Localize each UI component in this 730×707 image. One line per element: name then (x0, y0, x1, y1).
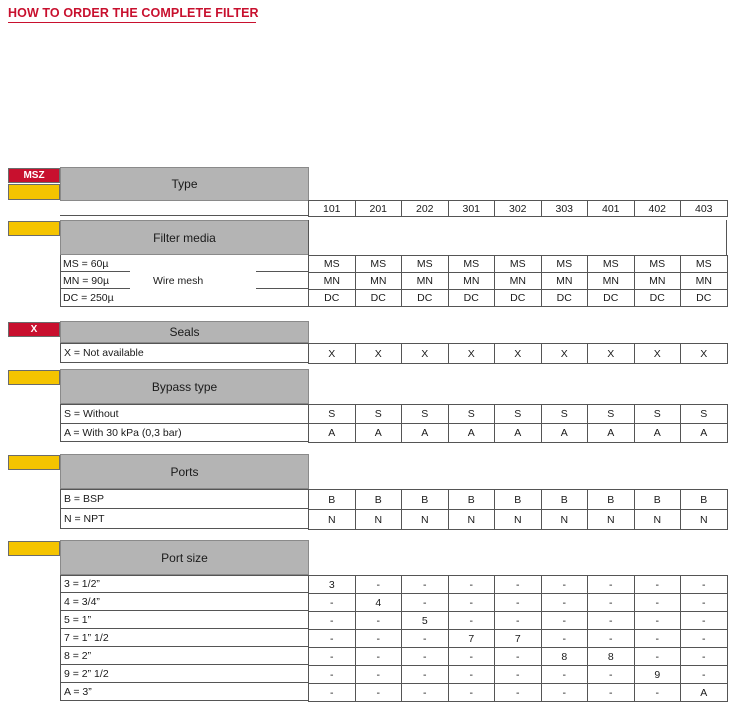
value-cell: - (309, 666, 356, 684)
value-cell: S (588, 405, 635, 424)
value-cell: X (541, 344, 588, 364)
type-code-tab: MSZ (8, 168, 60, 183)
value-cell: MN (355, 273, 402, 290)
value-cell: B (355, 490, 402, 510)
value-cell: X (588, 344, 635, 364)
value-cell: 4 (355, 594, 402, 612)
value-cell: X (681, 344, 728, 364)
seals-label: X = Not available (60, 343, 309, 363)
bypass-yellow-tab (8, 370, 60, 385)
value-cell: A (588, 424, 635, 443)
value-cell: S (681, 405, 728, 424)
value-cell: S (448, 405, 495, 424)
value-cell: B (588, 490, 635, 510)
value-cell: - (588, 684, 635, 702)
table-row (309, 576, 728, 594)
value-cell: DC (541, 290, 588, 307)
value-cell: X (402, 344, 449, 364)
value-cell: - (495, 612, 542, 630)
port-size-table (308, 575, 728, 702)
value-cell: 3 (309, 576, 356, 594)
value-cell: - (541, 666, 588, 684)
value-cell: MS (634, 256, 681, 273)
value-cell: B (495, 490, 542, 510)
row-divider (60, 271, 130, 272)
value-cell: - (309, 612, 356, 630)
value-cell: - (541, 684, 588, 702)
value-cell: S (634, 405, 681, 424)
value-cell: MN (541, 273, 588, 290)
value-cell: 5 (402, 612, 449, 630)
value-cell: - (309, 648, 356, 666)
value-cell: A (309, 424, 356, 443)
value-cell: B (309, 490, 356, 510)
bypass-label: S = Without (60, 404, 309, 424)
value-cell: A (355, 424, 402, 443)
model-number-cell: 201 (355, 201, 402, 217)
seals-table (308, 343, 728, 364)
table-row (309, 612, 728, 630)
value-cell: S (402, 405, 449, 424)
value-cell: - (495, 648, 542, 666)
value-cell: - (402, 684, 449, 702)
value-cell: DC (681, 290, 728, 307)
filter-media-label: MS = 60µ (60, 255, 130, 272)
value-cell: - (681, 648, 728, 666)
value-cell: - (541, 576, 588, 594)
value-cell: N (588, 510, 635, 530)
value-cell: S (309, 405, 356, 424)
value-cell: 7 (495, 630, 542, 648)
row-divider (60, 306, 309, 307)
model-number-cell: 403 (681, 201, 728, 217)
value-cell: MS (402, 256, 449, 273)
value-cell: - (681, 612, 728, 630)
row-divider (256, 288, 308, 289)
value-cell: B (402, 490, 449, 510)
value-cell: B (541, 490, 588, 510)
value-cell: 8 (588, 648, 635, 666)
value-cell: DC (588, 290, 635, 307)
value-cell: X (448, 344, 495, 364)
value-cell: MS (448, 256, 495, 273)
table-row (309, 630, 728, 648)
table-row (309, 424, 728, 443)
filter-media-header: Filter media (60, 220, 309, 255)
value-cell: - (402, 630, 449, 648)
value-cell: B (681, 490, 728, 510)
value-cell: X (495, 344, 542, 364)
value-cell: N (402, 510, 449, 530)
value-cell: X (634, 344, 681, 364)
value-cell: - (681, 666, 728, 684)
value-cell: MN (448, 273, 495, 290)
value-cell: MN (495, 273, 542, 290)
value-cell: A (448, 424, 495, 443)
value-cell: 8 (541, 648, 588, 666)
bypass-header: Bypass type (60, 369, 309, 404)
value-cell: 9 (634, 666, 681, 684)
table-row (309, 594, 728, 612)
value-cell: - (448, 576, 495, 594)
port-size-yellow-tab (8, 541, 60, 556)
value-cell: B (634, 490, 681, 510)
value-cell: B (448, 490, 495, 510)
value-cell: MN (634, 273, 681, 290)
value-cell: A (495, 424, 542, 443)
port-size-label: 9 = 2” 1/2 (60, 665, 309, 683)
value-cell: N (448, 510, 495, 530)
page-title: HOW TO ORDER THE COMPLETE FILTER (8, 6, 259, 20)
ports-header: Ports (60, 454, 309, 489)
port-size-label: A = 3” (60, 683, 309, 701)
filter-media-yellow-tab (8, 221, 60, 236)
row-divider (256, 271, 308, 272)
type-label-rule (60, 215, 309, 216)
value-cell: MN (402, 273, 449, 290)
value-cell: - (495, 684, 542, 702)
filter-media-table (308, 255, 728, 307)
value-cell: - (634, 684, 681, 702)
value-cell: - (588, 666, 635, 684)
value-cell: S (355, 405, 402, 424)
value-cell: X (355, 344, 402, 364)
row-divider (60, 255, 61, 306)
value-cell: A (681, 684, 728, 702)
value-cell: A (541, 424, 588, 443)
value-cell: - (309, 594, 356, 612)
value-cell: MS (355, 256, 402, 273)
type-columns-table (308, 200, 728, 217)
model-number-cell: 401 (588, 201, 635, 217)
value-cell: A (681, 424, 728, 443)
title-underline (8, 22, 256, 23)
model-number-cell: 101 (309, 201, 356, 217)
filter-media-label: DC = 250µ (60, 289, 130, 306)
table-row (309, 648, 728, 666)
value-cell: - (634, 612, 681, 630)
value-cell: - (588, 576, 635, 594)
value-cell: MS (495, 256, 542, 273)
port-size-label: 5 = 1” (60, 611, 309, 629)
table-row (309, 684, 728, 702)
value-cell: - (588, 594, 635, 612)
value-cell: N (309, 510, 356, 530)
value-cell: X (309, 344, 356, 364)
port-size-label: 4 = 3/4” (60, 593, 309, 611)
bypass-table (308, 404, 728, 443)
ports-label: B = BSP (60, 489, 309, 509)
ports-yellow-tab (8, 455, 60, 470)
model-number-cell: 202 (402, 201, 449, 217)
value-cell: - (541, 630, 588, 648)
value-cell: MN (309, 273, 356, 290)
filter-media-spacer (308, 220, 727, 255)
value-cell: MN (588, 273, 635, 290)
bypass-label: A = With 30 kPa (0,3 bar) (60, 424, 309, 442)
type-yellow-tab (8, 184, 60, 200)
value-cell: - (495, 594, 542, 612)
value-cell: - (541, 594, 588, 612)
value-cell: - (402, 648, 449, 666)
wire-mesh-label: Wire mesh (150, 272, 230, 289)
value-cell: 7 (448, 630, 495, 648)
value-cell: - (634, 594, 681, 612)
table-row (309, 490, 728, 510)
value-cell: - (355, 576, 402, 594)
table-row (309, 290, 728, 307)
table-row (309, 256, 728, 273)
port-size-label: 8 = 2” (60, 647, 309, 665)
value-cell: - (355, 666, 402, 684)
value-cell: - (355, 684, 402, 702)
value-cell: - (448, 594, 495, 612)
ports-label: N = NPT (60, 509, 309, 529)
value-cell: - (541, 612, 588, 630)
value-cell: DC (495, 290, 542, 307)
value-cell: DC (634, 290, 681, 307)
value-cell: - (355, 630, 402, 648)
row-divider (60, 288, 130, 289)
value-cell: - (634, 576, 681, 594)
value-cell: - (448, 612, 495, 630)
value-cell: - (588, 612, 635, 630)
value-cell: - (681, 630, 728, 648)
value-cell: - (402, 576, 449, 594)
table-row (309, 510, 728, 530)
table-row (309, 273, 728, 290)
value-cell: - (309, 630, 356, 648)
value-cell: - (355, 648, 402, 666)
value-cell: - (495, 576, 542, 594)
model-number-cell: 402 (634, 201, 681, 217)
value-cell: S (495, 405, 542, 424)
port-size-label: 7 = 1” 1/2 (60, 629, 309, 647)
model-number-cell: 303 (541, 201, 588, 217)
value-cell: - (588, 630, 635, 648)
value-cell: N (681, 510, 728, 530)
value-cell: N (495, 510, 542, 530)
value-cell: MS (681, 256, 728, 273)
value-cell: MS (541, 256, 588, 273)
port-size-label: 3 = 1/2” (60, 575, 309, 593)
value-cell: - (309, 684, 356, 702)
type-header: Type (60, 167, 309, 201)
value-cell: MS (309, 256, 356, 273)
value-cell: MS (588, 256, 635, 273)
table-row (309, 344, 728, 364)
value-cell: N (541, 510, 588, 530)
port-size-header: Port size (60, 540, 309, 575)
filter-media-label: MN = 90µ (60, 272, 130, 289)
value-cell: MN (681, 273, 728, 290)
value-cell: N (355, 510, 402, 530)
value-cell: - (634, 648, 681, 666)
value-cell: DC (402, 290, 449, 307)
value-cell: - (681, 594, 728, 612)
value-cell: - (448, 684, 495, 702)
table-row (309, 666, 728, 684)
seals-header: Seals (60, 321, 309, 343)
value-cell: - (495, 666, 542, 684)
model-number-cell: 302 (495, 201, 542, 217)
seals-code-tab: X (8, 322, 60, 337)
value-cell: - (402, 594, 449, 612)
value-cell: - (448, 648, 495, 666)
value-cell: DC (355, 290, 402, 307)
value-cell: - (634, 630, 681, 648)
value-cell: N (634, 510, 681, 530)
value-cell: - (355, 612, 402, 630)
value-cell: - (681, 576, 728, 594)
value-cell: A (402, 424, 449, 443)
value-cell: - (402, 666, 449, 684)
model-number-cell: 301 (448, 201, 495, 217)
model-number-row (309, 201, 728, 217)
table-row (309, 405, 728, 424)
value-cell: A (634, 424, 681, 443)
value-cell: DC (448, 290, 495, 307)
value-cell: S (541, 405, 588, 424)
value-cell: - (448, 666, 495, 684)
ports-table (308, 489, 728, 530)
value-cell: DC (309, 290, 356, 307)
